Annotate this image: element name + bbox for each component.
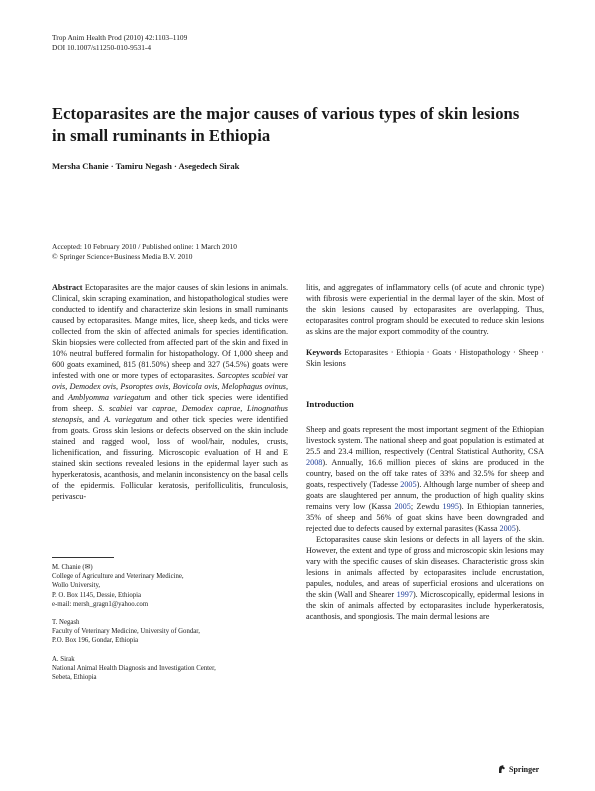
citation-link[interactable]: 2008 (306, 458, 323, 468)
text-run: , (240, 404, 248, 414)
abstract-paragraph (52, 282, 288, 502)
species-name: Sarcoptes scabiei (217, 371, 275, 381)
keywords-text: Ectoparasites · Ethiopia · Goats · Histopathology · Sheep · Skin lesions (306, 348, 544, 369)
text-run: ; Zewdu (410, 502, 443, 512)
species-name: Amblyomma variegatum (68, 393, 151, 403)
citation-link[interactable]: 2005 (499, 524, 516, 534)
affiliation-line: Faculty of Veterinary Medicine, University of Gondar, (52, 628, 200, 636)
text-run: , (168, 382, 173, 392)
left-column (52, 282, 288, 502)
publication-dates (52, 242, 237, 262)
introduction-heading: Introduction (306, 399, 354, 410)
affiliation-line: P.O. Box 196, Gondar, Ethiopia (52, 637, 139, 645)
accepted-date: Accepted: 10 February 2010 / Published online: 1 March 2010 (52, 242, 237, 251)
affiliation-author: T. Negash (52, 619, 80, 627)
text-run: var (274, 371, 288, 381)
citation-link[interactable]: 1995 (442, 502, 459, 512)
species-name: Melophagus ovinus (221, 382, 286, 392)
affiliation-line: P. O. Box 1145, Dessie, Ethiopia (52, 591, 142, 599)
journal-header (52, 33, 187, 53)
text-run: , and (52, 382, 289, 403)
text-run: and other tick species were identified from goats. Gross skin lesions or defects observed on the skin include stained and ragged wool, loss of wool/hair, nodules, crusts, lichenification, and fissuring. Microscopic evaluation of H and E stained skin sections revealed lesions in the epidermal layer such as hyperkeratosis, acanthosis, and melanin inconsistency on the basal cells of the epidermis. Follicular keratosis, perifolliculitis, frunculosis, perivascu- (52, 415, 288, 502)
abstract-continuation: litis, and aggregates of inflammatory cells (of acute and chronic type) with fibrosis were experiential in the dermal layer of the skin. Most of the skin lesions caused by ectoparasites are overlapping. Thus, ectoparasites control program should be executed to reduce skin lesions as skins are the major export commodity of the country. (306, 283, 544, 337)
text-run: , and (82, 415, 104, 425)
text-run: , (65, 382, 70, 392)
text-run: , (116, 382, 121, 392)
affiliation-author: M. Chanie (✉) (52, 564, 93, 571)
text-run: ). Microscopically, epidermal lesions in the skin of animals affected by ectoparasites include hyperkeratosis, acanthosis, and spongiosis. The main dermal lesions are (306, 590, 544, 622)
affiliation-line: Sebeta, Ethiopia (52, 674, 97, 682)
keywords-paragraph (306, 347, 544, 369)
abstract-label: Abstract (52, 283, 83, 292)
text-run: Sheep and goats represent the most important segment of the Ethiopian livestock system. The national sheep and goat population is estimated at 25.5 and 23.4 million, respectively (Central Statistical Authority, CSA (306, 425, 544, 457)
journal-citation: Trop Anim Health Prod (2010) 42:1103–1109 (52, 33, 188, 42)
species-name: Psoroptes ovis (120, 382, 169, 392)
text-run: Ectoparasites are the major causes of skin lesions in animals. Clinical, skin scraping examination, and histopathological studies were conducted to identify and characterize skin lesions in small ruminants caused by ectoparasites. Mange mites, lice, sheep keds, and ticks were collected from the skin of affected animals for species identification. Skin biopsies were collected from affected part of the skin and fixed in 10% neutral buffered formalin for histopathology. Of 1,000 sheep and 600 goats examined, 815 (81.50%) sheep and 327 (54.5%) goats were infested with one or more types of ectoparasites. (52, 283, 288, 381)
article-title: Ectoparasites are the major causes of various types of skin lesions in small ruminants in Ethiopia (52, 104, 520, 145)
text-run: , (217, 382, 222, 392)
affiliation-author: A. Sirak (52, 655, 75, 663)
text-run: var (132, 404, 153, 414)
text-run: ). Although large number of sheep and goats are slaughtered per annum, the production of high quality skins remains very low (Kassa (306, 480, 544, 512)
citation-link[interactable]: 2005 (394, 502, 411, 512)
publisher-name: Springer (509, 764, 540, 774)
affiliation-line: e-mail: mersh_gragn1@yahoo.com (52, 600, 149, 608)
species-name: Demodex caprae (181, 404, 241, 414)
citation-link[interactable]: 1997 (396, 590, 413, 600)
author-affiliations (52, 563, 288, 682)
affiliation-line: College of Agriculture and Veterinary Medicine, (52, 573, 184, 581)
affiliation-block (52, 655, 288, 683)
springer-horse-icon (497, 764, 506, 774)
species-name: Bovicola ovis (172, 382, 218, 392)
springer-logo (497, 764, 539, 774)
affiliation-block (52, 618, 288, 646)
footnote-divider (52, 557, 114, 558)
copyright-line: © Springer Science+Business Media B.V. 2010 (52, 252, 193, 261)
affiliation-block (52, 563, 288, 609)
keywords-label: Keywords (306, 348, 342, 358)
species-name: S. scabiei (98, 404, 133, 414)
introduction-paragraph-2 (306, 534, 544, 622)
species-name: Demodex ovis (69, 382, 117, 392)
species-name: caprae (152, 404, 175, 414)
text-run: , (175, 404, 182, 414)
affiliation-line: Wollo University, (52, 582, 101, 590)
text-run: ). Annually, 16.6 million pieces of skins are produced in the country, based on the off take rates of 33% and 32.5% for sheep and goats, respectively (Tadesse (306, 458, 544, 490)
species-name: ovis (52, 382, 66, 392)
text-run: Ectoparasites cause skin lesions or defects in all layers of the skin. However, the extent and type of gross and microscopic skin lesions may vary with the specific causes of skin diseases. Characteristic gross skin lesions in animals affected by ectoparasites include encrustation, papules, nodules, and areas of superficial erosions and ulcerations on the skin (Wall and Shearer (306, 535, 544, 600)
affiliation-line: National Animal Health Diagnosis and Investigation Center, (52, 664, 216, 672)
journal-doi: DOI 10.1007/s11250-010-9531-4 (52, 43, 152, 52)
abstract-body (52, 283, 288, 501)
species-name: A. variegatum (103, 415, 153, 425)
citation-link[interactable]: 2005 (400, 480, 417, 490)
text-run: and other tick species were identified from sheep. (52, 393, 288, 414)
author-list: Mersha Chanie · Tamiru Negash · Asegedech Sirak (52, 161, 240, 171)
introduction-paragraph-1 (306, 424, 544, 534)
species-name: Linognathus stenopsis (52, 404, 288, 425)
text-run: ). (515, 524, 521, 534)
right-column (306, 282, 544, 622)
text-run: ). In Ethiopian tanneries, 35% of sheep and 56% of goat skins have been downgraded and rejected due to defects caused by external parasites (Kassa (306, 502, 544, 534)
